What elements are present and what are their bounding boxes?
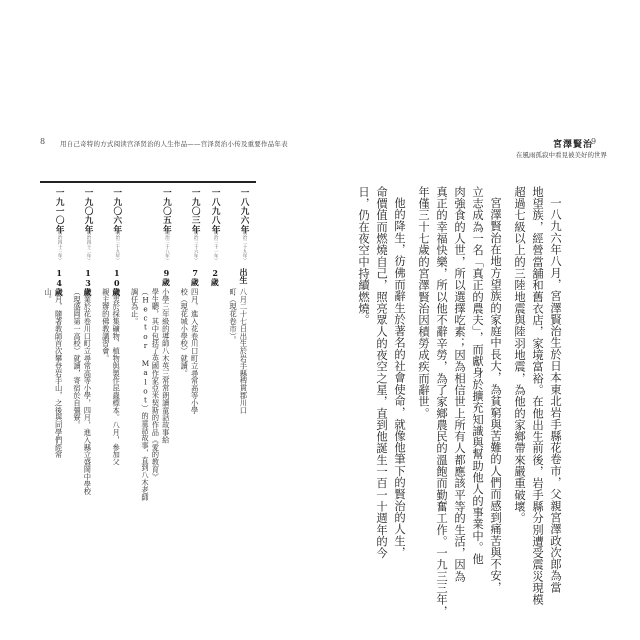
left-running-header: 用自己奇特的方式阅读宫泽贤治的人生作品——宫泽贤治小传及重要作品年表: [60, 140, 288, 148]
timeline-event-line: （Hector Malot）的童話故事，直到八木老師: [141, 288, 150, 501]
body-line: 年僅三十七歲的宮澤賢治因積勞成疾而辭世。: [417, 186, 430, 419]
timeline-year: 一八九八年: [210, 188, 221, 234]
timeline-event-line: 八月二十七日出生於岩手縣稗貫郡川口: [239, 288, 249, 414]
timeline-event-line: 町（現花卷市）。: [229, 288, 238, 344]
chapter-subtitle: 在風雨孤寂中看見被美好的世界: [516, 151, 607, 159]
body-line: 地望族，經營當舖和舊衣店，家境富裕。在他出生前後，岩手縣分別遭受震災現模: [531, 186, 544, 606]
timeline-event-line: 學生聽，其中包括了英國作家亞米契斯的作品《愛的教育》: [151, 288, 161, 481]
body-line: 一八九六年八月，宮澤賢治生於日本東北岩手縣花卷市，父親宮澤政次郎為當: [549, 197, 562, 594]
timeline-era: （明治二十九年）: [242, 226, 247, 263]
timeline-age: 10歲: [111, 268, 122, 296]
timeline-age: 13歲: [83, 268, 93, 296]
body-line: 超過七級以上的三陸地震與陸羽地震，為他的家鄉帶來嚴重破壞。: [513, 186, 526, 524]
timeline-era: （明治四十三年）: [57, 226, 63, 263]
timeline-year: 一八九六年: [239, 188, 249, 234]
timeline-era: （明治四十二年）: [86, 226, 91, 263]
timeline-era: （明治三十六年）: [193, 226, 199, 263]
timeline-event-line: 校（現花城小學校）就讀。: [180, 288, 190, 377]
chapter-title: 宮澤賢治: [553, 140, 594, 150]
left-page-number: 8: [40, 137, 46, 146]
right-page: [320, 0, 640, 640]
timeline-event-line: 六月，隨著教師首次攀登岩手山，之後與同學們經常: [54, 288, 64, 459]
body-line: 日，仍在夜空中持續燃燒。: [357, 186, 370, 326]
timeline-era: （明治三十八年）: [164, 226, 170, 263]
body-line: 立志成為一名「真正的農夫」，而獻身於擴充知識與幫助他人的事業中。他: [471, 186, 484, 565]
right-page-number: 9: [591, 137, 597, 146]
timeline-era: （明治三十九年）: [114, 226, 120, 263]
timeline-event-line: 熱衷於採集礦物、植物與製作昆蟲標本。八月，參加父: [112, 288, 122, 466]
timeline-year: 一九〇三年: [190, 188, 201, 234]
timeline-age: 2歲: [210, 268, 221, 286]
timeline-year: 一九〇五年: [161, 188, 172, 234]
timeline-rule: [40, 181, 256, 183]
timeline-event-line: 調任為止。: [130, 288, 140, 325]
timeline-year: 一九〇六年: [111, 188, 122, 234]
body-line: 宮澤賢治在地方望族的家庭中長大，為貧窮與苦難的人們而感到痛苦與不安，: [489, 197, 502, 594]
body-line: 命價值而燃燒自己，照亮眾人的夜空之星，直到他誕生一百一十週年的今: [375, 186, 388, 559]
timeline-event-line: 親主辦的佛教講習會。: [101, 288, 111, 362]
timeline-event-line: 小學三年級的導師八木英三常常朗讀童話故事給: [161, 288, 171, 444]
timeline-age: 14歲: [54, 268, 65, 296]
timeline-event-line: 山。: [44, 288, 54, 303]
timeline-year: 一九一〇年: [54, 188, 65, 234]
timeline-age: 出生: [239, 268, 249, 284]
timeline-event-line: （現盛岡第一高校）就讀，寄宿於自彊寮。: [73, 288, 82, 429]
timeline-event-line: 四月，進入花卷川口町立尋常高等小學: [190, 288, 200, 414]
body-line: 肉強食的人世，所以選擇吃素；因為相信世上所有人都應該平等的生活，因為: [453, 186, 466, 583]
timeline-year: 一九〇九年: [83, 188, 93, 234]
timeline-age: 9歲: [161, 268, 172, 286]
body-line: 他的降生，彷佛而辭生於著名的社會使命，就像他筆下的賢治的人生，: [393, 197, 406, 559]
timeline-era: （明治三十一年）: [213, 226, 219, 263]
body-line: 真正的幸福快樂，所以他不辭辛勞，為了家鄉農民的溫飽而勤奮工作。一九三三年，: [435, 186, 448, 618]
timeline-event-line: 畢業於花卷川口町立尋常高等小學，四月，進入縣立盛岡中學校: [83, 288, 93, 496]
timeline-age: 7歲: [190, 268, 201, 286]
